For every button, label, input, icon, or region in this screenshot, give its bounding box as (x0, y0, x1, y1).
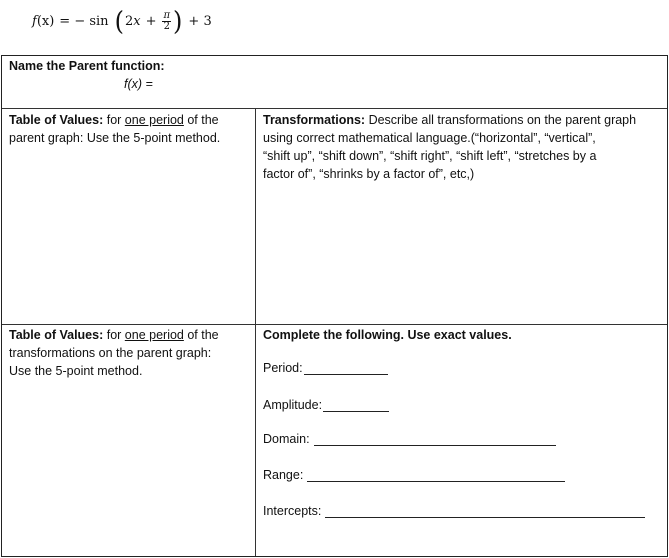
formula-lhs: f (32, 13, 37, 29)
formula-frac-num: π (163, 9, 171, 21)
column-divider (255, 108, 256, 556)
formula-close-paren: ) (173, 5, 183, 37)
formula-inner-x: x (133, 13, 141, 29)
transformations-line1: Describe all transformations on the parent graph (365, 113, 637, 127)
formula-inner-plus: + (145, 13, 157, 29)
intercepts-label: Intercepts: (263, 504, 322, 518)
formula-lhs-arg: (x) (36, 13, 55, 29)
parent-table-cell (9, 111, 249, 147)
intercepts-field (263, 504, 645, 518)
complete-heading: Complete the following. Use exact values. (263, 328, 512, 342)
period-field (263, 361, 388, 375)
parent-table-pre: for (103, 113, 125, 127)
formula-fraction (162, 11, 171, 32)
formula-vertical-shift: + 3 (188, 13, 212, 29)
transformed-table-line2: transformations on the parent graph: (9, 346, 212, 360)
row-divider-2 (2, 324, 667, 325)
transformations-line3: “shift up”, “shift down”, “shift right”, “shift left”, “stretches by a (263, 149, 597, 163)
formula-equals-minus-sin: = − sin (59, 13, 109, 29)
parent-function-expr: f(x) = (124, 77, 153, 91)
parent-table-line2: parent graph: Use the 5-point method. (9, 131, 221, 145)
domain-label: Domain: (263, 432, 310, 446)
transformed-table-cell (9, 326, 249, 380)
formula-inner-coef: 2 (124, 13, 134, 29)
amplitude-label: Amplitude: (263, 398, 323, 412)
transformations-line2: using correct mathematical language.(“horizontal”, “vertical”, (263, 131, 596, 145)
transformed-table-post: of the (183, 328, 219, 342)
transformations-label: Transformations: (263, 113, 366, 127)
transformed-table-underlined: one period (124, 328, 184, 342)
parent-table-label: Table of Values: (9, 113, 104, 127)
domain-blank[interactable] (314, 433, 556, 446)
range-label: Range: (263, 468, 304, 482)
transformations-cell (263, 111, 663, 183)
transformed-table-label: Table of Values: (9, 328, 104, 342)
range-blank[interactable] (307, 469, 565, 482)
transformed-table-line3: Use the 5-point method. (9, 364, 143, 378)
parent-table-post: of the (183, 113, 219, 127)
range-field (263, 468, 565, 482)
parent-function-cell (9, 57, 165, 93)
transformations-line4: factor of”, “shrinks by a factor of”, etc,) (263, 167, 475, 181)
parent-table-underlined: one period (124, 113, 184, 127)
worksheet-table (1, 55, 668, 557)
transformed-table-pre: for (103, 328, 125, 342)
period-blank[interactable] (304, 362, 388, 375)
domain-field (263, 432, 556, 446)
amplitude-field (263, 398, 389, 412)
period-label: Period: (263, 361, 303, 375)
row-divider-1 (2, 108, 667, 109)
formula-frac-den: 2 (163, 20, 170, 32)
amplitude-blank[interactable] (323, 399, 389, 412)
formula-open-paren: ( (114, 5, 124, 37)
intercepts-blank[interactable] (325, 505, 645, 518)
parent-function-heading: Name the Parent function: (9, 59, 165, 73)
function-formula (32, 6, 212, 36)
